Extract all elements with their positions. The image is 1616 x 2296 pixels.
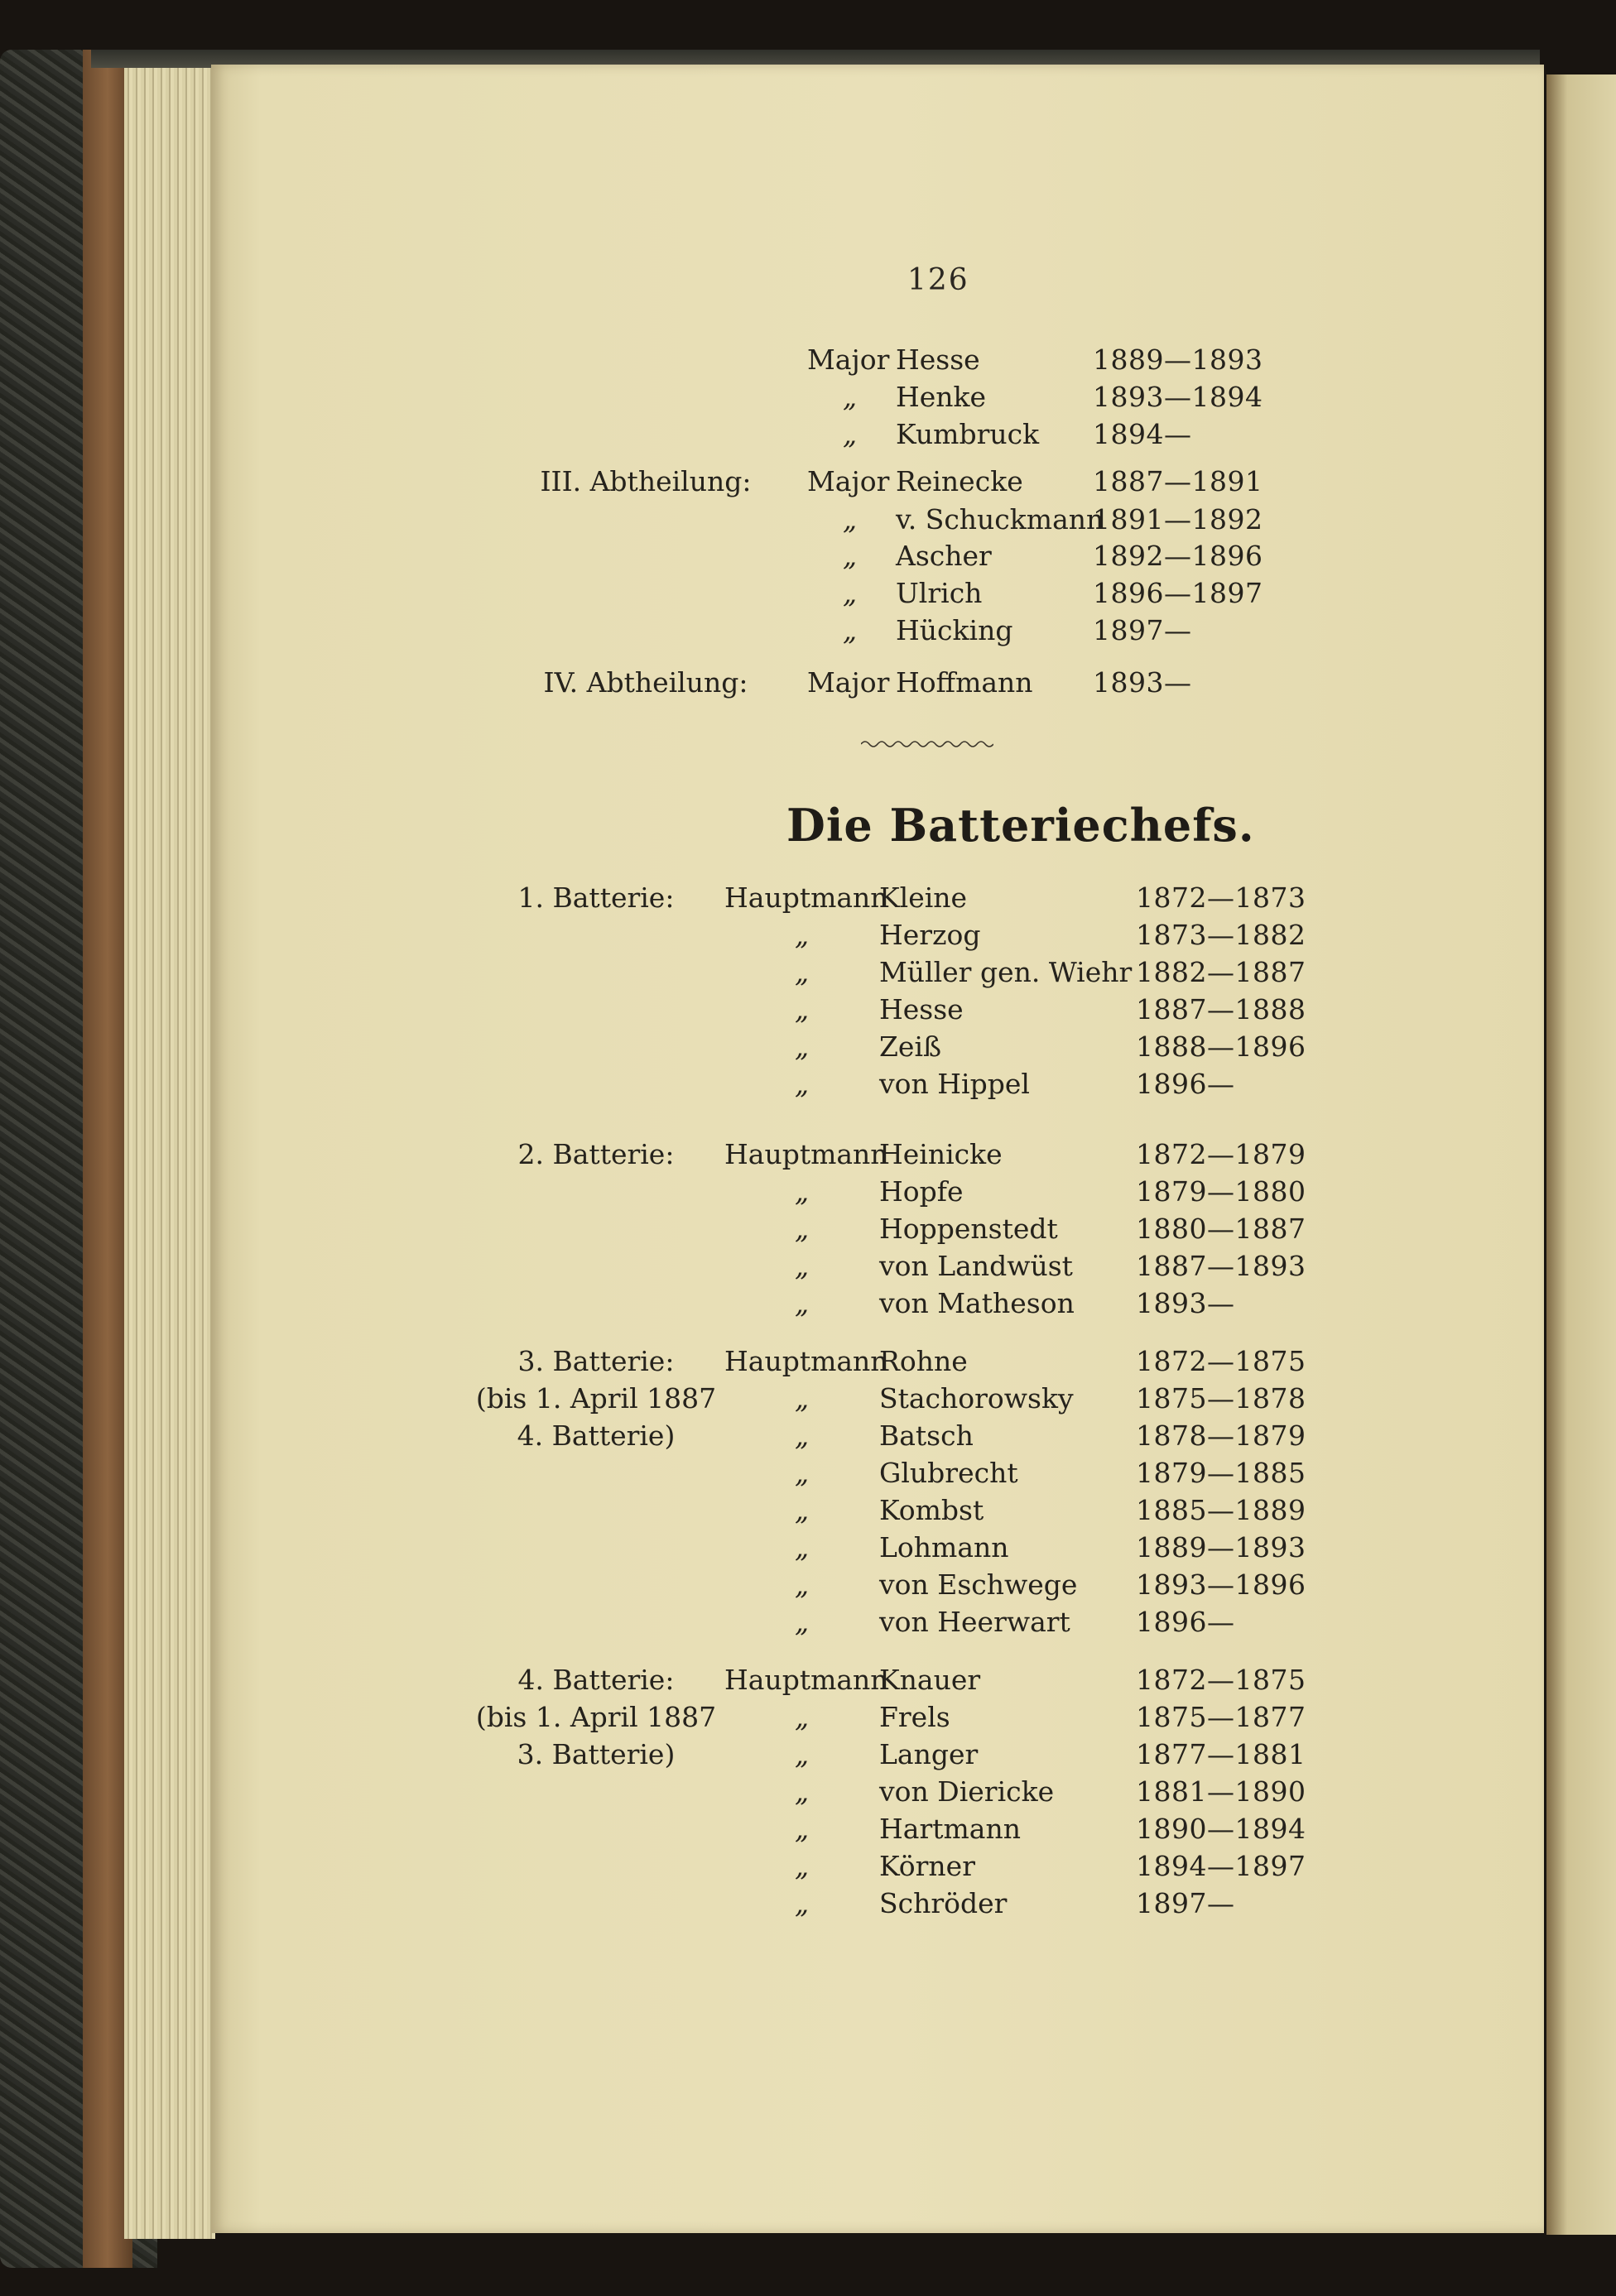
service-years: 1872—1875: [1136, 1345, 1306, 1377]
service-years: 1887—1888: [1136, 993, 1306, 1026]
service-years: 1889—1893: [1093, 343, 1263, 376]
officer-name: von Heerwart: [879, 1606, 1070, 1638]
rank: „: [843, 540, 858, 572]
rank: „: [795, 1457, 810, 1489]
officer-name: von Diericke: [879, 1775, 1055, 1808]
service-years: 1893—: [1136, 1287, 1235, 1319]
rank: „: [843, 614, 858, 646]
rank: „: [795, 919, 810, 951]
officer-name: Kleine: [879, 881, 968, 914]
facing-page-edge: [1546, 74, 1616, 2235]
officer-name: Lohmann: [879, 1531, 1009, 1563]
entry-label: 2. Batterie:: [517, 1138, 675, 1170]
officer-name: von Matheson: [879, 1287, 1075, 1319]
officer-name: Hoffmann: [896, 666, 1033, 699]
officer-name: Langer: [879, 1738, 979, 1770]
officer-name: v. Schuckmann: [896, 503, 1104, 536]
rank: „: [795, 1568, 810, 1601]
rank: „: [843, 503, 858, 536]
entry-label: III. Abtheilung:: [540, 465, 752, 497]
rank: „: [795, 1850, 810, 1882]
entry-label: 3. Batterie): [517, 1738, 676, 1770]
officer-name: Kombst: [879, 1494, 984, 1526]
service-years: 1893—1894: [1093, 381, 1263, 413]
officer-name: von Landwüst: [879, 1250, 1073, 1282]
entry-label: 1. Batterie:: [517, 881, 675, 914]
officer-name: Frels: [879, 1701, 950, 1733]
officer-name: von Eschwege: [879, 1568, 1078, 1601]
service-years: 1872—1879: [1136, 1138, 1306, 1170]
rank: „: [795, 1250, 810, 1282]
service-years: 1887—1891: [1093, 465, 1263, 497]
rank: Major: [807, 343, 890, 376]
service-years: 1880—1887: [1136, 1213, 1306, 1245]
officer-name: Rohne: [879, 1345, 968, 1377]
rank: „: [795, 956, 810, 988]
service-years: 1879—1880: [1136, 1175, 1306, 1208]
service-years: 1873—1882: [1136, 919, 1306, 951]
service-years: 1877—1881: [1136, 1738, 1306, 1770]
entry-label: IV. Abtheilung:: [543, 666, 748, 699]
officer-name: Körner: [879, 1850, 975, 1882]
service-years: 1872—1873: [1136, 881, 1306, 914]
service-years: 1887—1893: [1136, 1250, 1306, 1282]
officer-name: Ulrich: [896, 577, 983, 609]
wavy-divider: [861, 739, 993, 749]
entry-label: 3. Batterie:: [517, 1345, 675, 1377]
service-years: 1885—1889: [1136, 1494, 1306, 1526]
service-years: 1892—1896: [1093, 540, 1263, 572]
entry-label: (bis 1. April 1887: [475, 1382, 717, 1415]
officer-name: Schröder: [879, 1887, 1008, 1919]
rank: Hauptmann: [724, 1664, 888, 1696]
rank: Major: [807, 666, 890, 699]
rank: Major: [807, 465, 890, 497]
rank: „: [795, 1606, 810, 1638]
service-years: 1896—: [1136, 1606, 1235, 1638]
rank: Hauptmann: [724, 1345, 888, 1377]
rank: „: [843, 381, 858, 413]
rank: Hauptmann: [724, 881, 888, 914]
officer-name: Knauer: [879, 1664, 981, 1696]
service-years: 1893—: [1093, 666, 1192, 699]
officer-name: Stachorowsky: [879, 1382, 1074, 1415]
rank: „: [795, 1494, 810, 1526]
officer-name: Müller gen. Wiehr: [879, 956, 1133, 988]
service-years: 1896—1897: [1093, 577, 1263, 609]
rank: „: [843, 577, 858, 609]
page-number: 126: [907, 263, 969, 297]
service-years: 1881—1890: [1136, 1775, 1306, 1808]
service-years: 1888—1896: [1136, 1030, 1306, 1063]
service-years: 1891—1892: [1093, 503, 1263, 536]
entry-label: 4. Batterie): [517, 1419, 676, 1452]
rank: „: [795, 1813, 810, 1845]
rank: „: [795, 1382, 810, 1415]
officer-name: Ascher: [896, 540, 992, 572]
rank: „: [795, 1887, 810, 1919]
service-years: 1872—1875: [1136, 1664, 1306, 1696]
officer-name: Batsch: [879, 1419, 974, 1452]
service-years: 1878—1879: [1136, 1419, 1306, 1452]
officer-name: von Hippel: [879, 1068, 1030, 1100]
entry-label: 4. Batterie:: [517, 1664, 675, 1696]
rank: „: [795, 1775, 810, 1808]
service-years: 1882—1887: [1136, 956, 1306, 988]
service-years: 1894—: [1093, 418, 1192, 450]
officer-name: Heinicke: [879, 1138, 1003, 1170]
service-years: 1875—1877: [1136, 1701, 1306, 1733]
service-years: 1894—1897: [1136, 1850, 1306, 1882]
officer-name: Hesse: [896, 343, 980, 376]
rank: „: [795, 1068, 810, 1100]
service-years: 1897—: [1093, 614, 1192, 646]
officer-name: Hücking: [896, 614, 1013, 646]
officer-name: Zeiß: [879, 1030, 942, 1063]
service-years: 1890—1894: [1136, 1813, 1306, 1845]
officer-name: Reinecke: [896, 465, 1023, 497]
officer-name: Hopfe: [879, 1175, 964, 1208]
rank: „: [795, 1175, 810, 1208]
officer-name: Hesse: [879, 993, 964, 1026]
service-years: 1875—1878: [1136, 1382, 1306, 1415]
rank: Hauptmann: [724, 1138, 888, 1170]
rank: „: [795, 1287, 810, 1319]
officer-name: Herzog: [879, 919, 981, 951]
rank: „: [795, 1738, 810, 1770]
rank: „: [795, 1030, 810, 1063]
section-title: Die Batteriechefs.: [786, 799, 1255, 852]
service-years: 1893—1896: [1136, 1568, 1306, 1601]
rank: „: [843, 418, 858, 450]
entry-label: (bis 1. April 1887: [475, 1701, 717, 1733]
page-edges: [124, 62, 215, 2239]
officer-name: Henke: [896, 381, 987, 413]
rank: „: [795, 1701, 810, 1733]
service-years: 1889—1893: [1136, 1531, 1306, 1563]
rank: „: [795, 993, 810, 1026]
service-years: 1897—: [1136, 1887, 1235, 1919]
service-years: 1879—1885: [1136, 1457, 1306, 1489]
officer-name: Kumbruck: [896, 418, 1040, 450]
officer-name: Glubrecht: [879, 1457, 1018, 1489]
rank: „: [795, 1419, 810, 1452]
service-years: 1896—: [1136, 1068, 1235, 1100]
rank: „: [795, 1531, 810, 1563]
rank: „: [795, 1213, 810, 1245]
officer-name: Hartmann: [879, 1813, 1021, 1845]
officer-name: Hoppenstedt: [879, 1213, 1058, 1245]
